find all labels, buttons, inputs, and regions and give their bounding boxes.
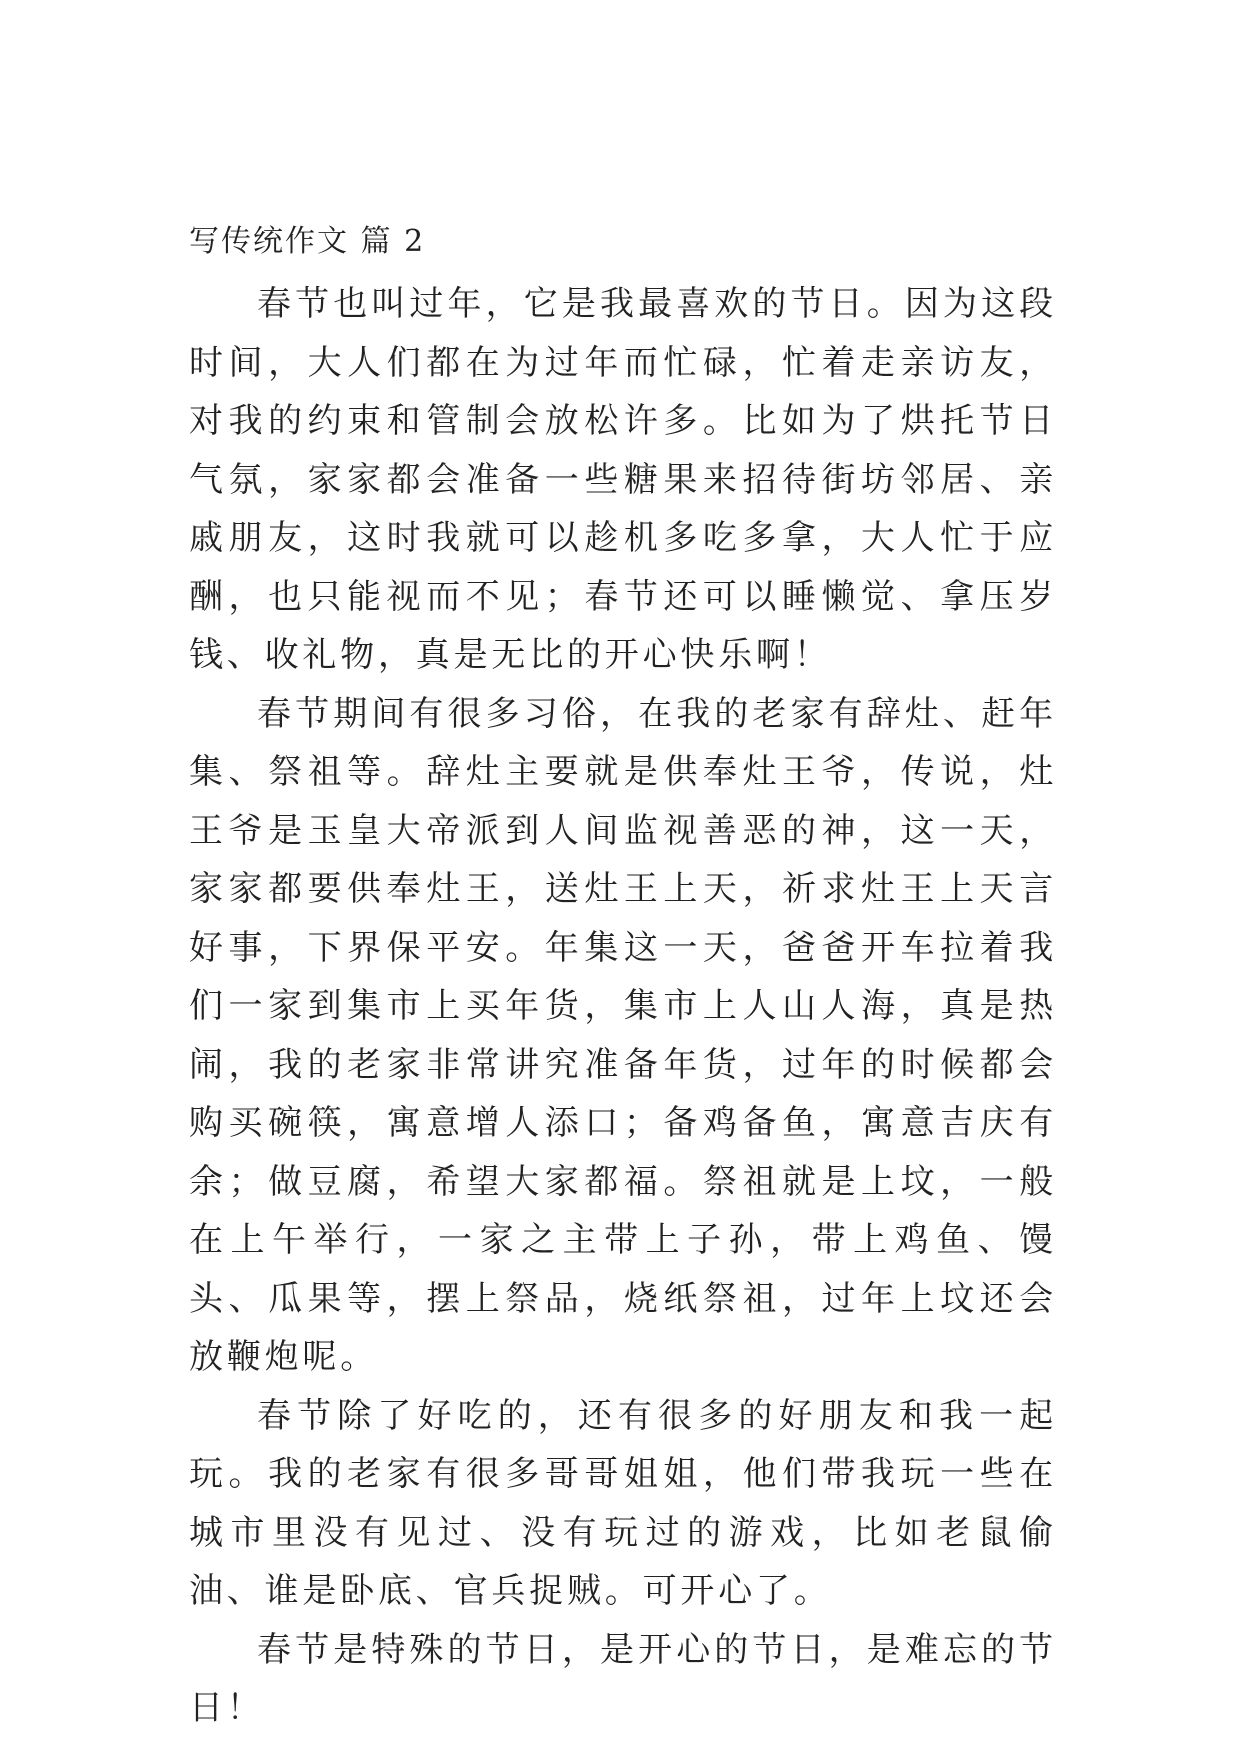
paragraph-4: 春节是特殊的节日，是开心的节日，是难忘的节日！ xyxy=(189,1629,1057,1728)
document-title: 写传统作文 篇 2 xyxy=(189,224,426,259)
paragraph-2: 春节期间有很多习俗，在我的老家有辞灶、赶年集、祭祖等。辞灶主要就是供奉灶王爷，传说，灶王爷是玉皇大帝派到人间监视善恶的神，这一天，家家都要供奉灶王，送灶王上天，祈求灶王上天言好事，下界保平安。年集这一天，爸爸开车拉着我们一家到集市上买年货，集市上人山人海，真是热闹，我的老家非常讲究准备年货，过年的时候都会购买碗筷，寓意增人添口；备鸡备鱼，寓意吉庆有余；做豆腐，希望大家都福。祭祖就是上坟，一般在上午举行，一家之主带上子孙，带上鸡鱼、馒头、瓜果等，摆上祭品，烧纸祭祖，过年上坟还会放鞭炮呢。 xyxy=(189,693,1057,1377)
document-body xyxy=(189,275,1057,1738)
paragraph-3: 春节除了好吃的，还有很多的好朋友和我一起玩。我的老家有很多哥哥姐姐，他们带我玩一些在城市里没有见过、没有玩过的游戏，比如老鼠偷油、谁是卧底、官兵捉贼。可开心了。 xyxy=(189,1395,1057,1611)
paragraph-1: 春节也叫过年，它是我最喜欢的节日。因为这段时间，大人们都在为过年而忙碌，忙着走亲访友，对我的约束和管制会放松许多。比如为了烘托节日气氛，家家都会准备一些糖果来招待街坊邻居、亲戚朋友，这时我就可以趁机多吃多拿，大人忙于应酬，也只能视而不见；春节还可以睡懒觉、拿压岁钱、收礼物，真是无比的开心快乐啊！ xyxy=(189,284,1057,675)
